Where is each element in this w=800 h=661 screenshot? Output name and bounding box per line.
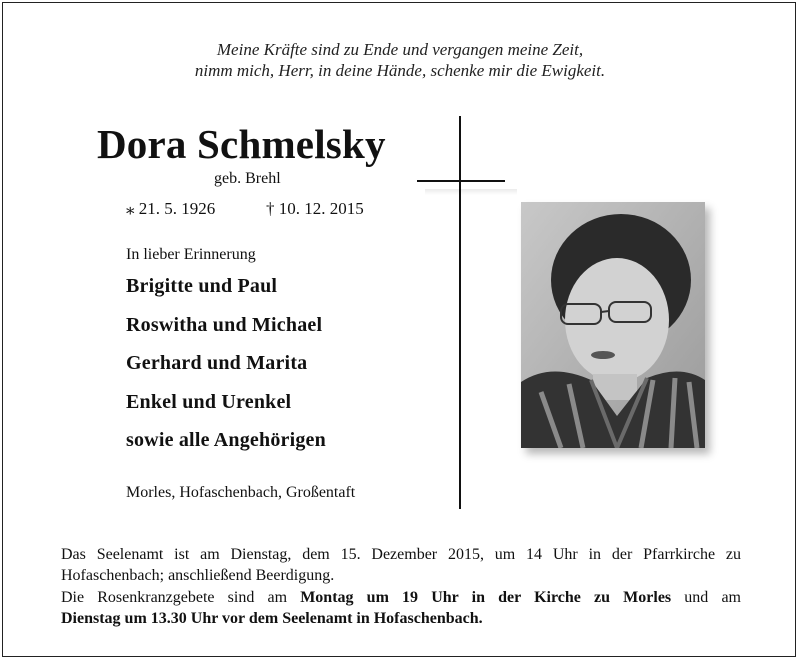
- portrait-image: [521, 202, 705, 448]
- places-line: Morles, Hofaschenbach, Großentaft: [126, 484, 356, 501]
- notice-line-2: Hofaschenbach; anschließend Beerdigung.: [61, 567, 335, 584]
- funeral-notice: [61, 544, 741, 586]
- notice-line-1: Das Seelenamt ist am Dienstag, dem 15. Dezember 2015, um 14 Uhr in der Pfarrkirche zu: [61, 546, 741, 563]
- rosary-notice: [61, 587, 741, 629]
- mourner-name: sowie alle Angehörigen: [126, 429, 326, 451]
- mourner-name: Gerhard und Marita: [126, 352, 308, 374]
- deceased-name: Dora Schmelsky: [97, 121, 386, 167]
- mourner-name: Roswitha und Michael: [126, 314, 323, 336]
- notice-line-3-bold: Montag um 19 Uhr in der Kirche zu Morles: [300, 589, 672, 606]
- notice-line-3-pre: Die Rosenkranzgebete sind am: [61, 589, 301, 606]
- notice-line-4: Dienstag um 13.30 Uhr vor dem Seelenamt in Hofaschenbach.: [61, 610, 483, 627]
- verse-line-1: Meine Kräfte sind zu Ende und vergangen meine Zeit,: [216, 40, 584, 59]
- death-date: † 10. 12. 2015: [266, 199, 364, 218]
- memory-intro: In lieber Erinnerung: [126, 246, 256, 263]
- birth-date: ⁎ 21. 5. 1926: [126, 199, 216, 218]
- notice-line-3: [61, 587, 741, 608]
- portrait-photo: [521, 202, 705, 448]
- mourner-name: Enkel und Urenkel: [126, 391, 292, 413]
- cross-icon: [459, 116, 461, 509]
- verse-line-2: nimm mich, Herr, in deine Hände, schenke mir die Ewigkeit.: [194, 61, 606, 80]
- cross-bar: [417, 180, 505, 182]
- notice-line-3-post: und am: [671, 589, 741, 606]
- cross-shadow: [425, 189, 517, 195]
- birth-name: geb. Brehl: [214, 170, 281, 187]
- mourner-name: Brigitte und Paul: [126, 275, 278, 297]
